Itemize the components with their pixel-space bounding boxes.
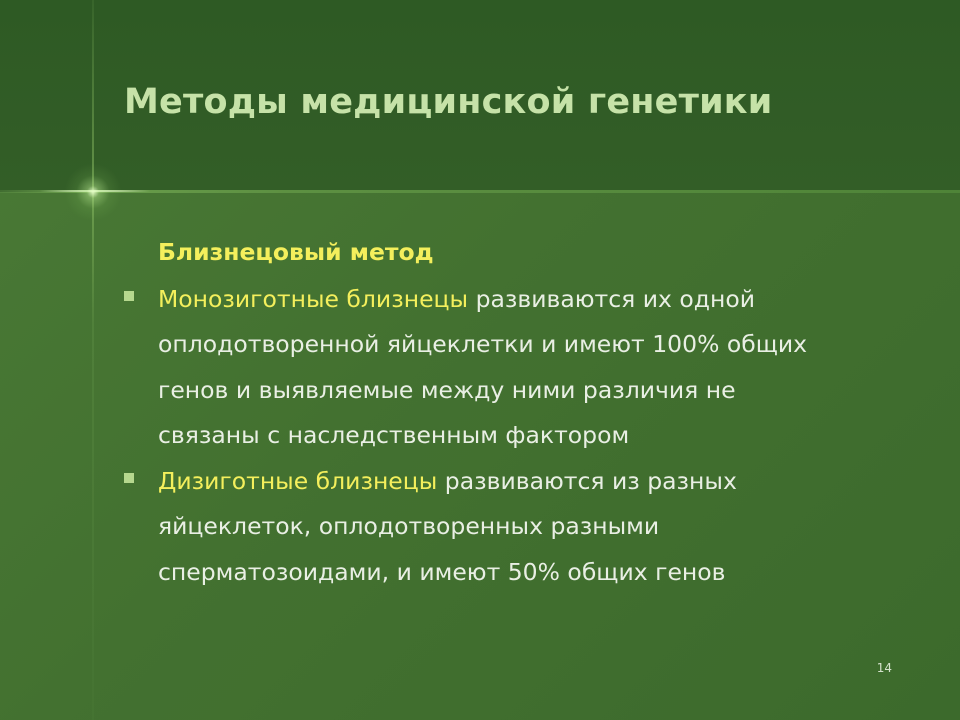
square-bullet-icon — [124, 473, 134, 483]
decorative-glow-line — [40, 190, 150, 192]
slide-content — [158, 230, 898, 595]
bullet-item — [158, 277, 838, 459]
bullet-item — [158, 459, 808, 596]
slide-title: Методы медицинской генетики — [124, 82, 773, 122]
page-number: 14 — [876, 661, 892, 675]
section-subheading: Близнецовый метод — [158, 238, 434, 266]
bullet-highlight: Монозиготные близнецы — [158, 284, 469, 313]
bullet-text: развиваются из разных яйцеклеток, оплодотворенных разными сперматозоидами, и имеют 50% общих генов — [158, 466, 737, 586]
decorative-vertical-line — [92, 0, 94, 720]
square-bullet-icon — [124, 291, 134, 301]
bullet-text: развиваются их одной оплодотворенной яйцеклетки и имеют 100% общих генов и выявляемые между ними различия не связаны с наследственным фактором — [158, 284, 808, 449]
bullet-highlight: Дизиготные близнецы — [158, 466, 438, 495]
